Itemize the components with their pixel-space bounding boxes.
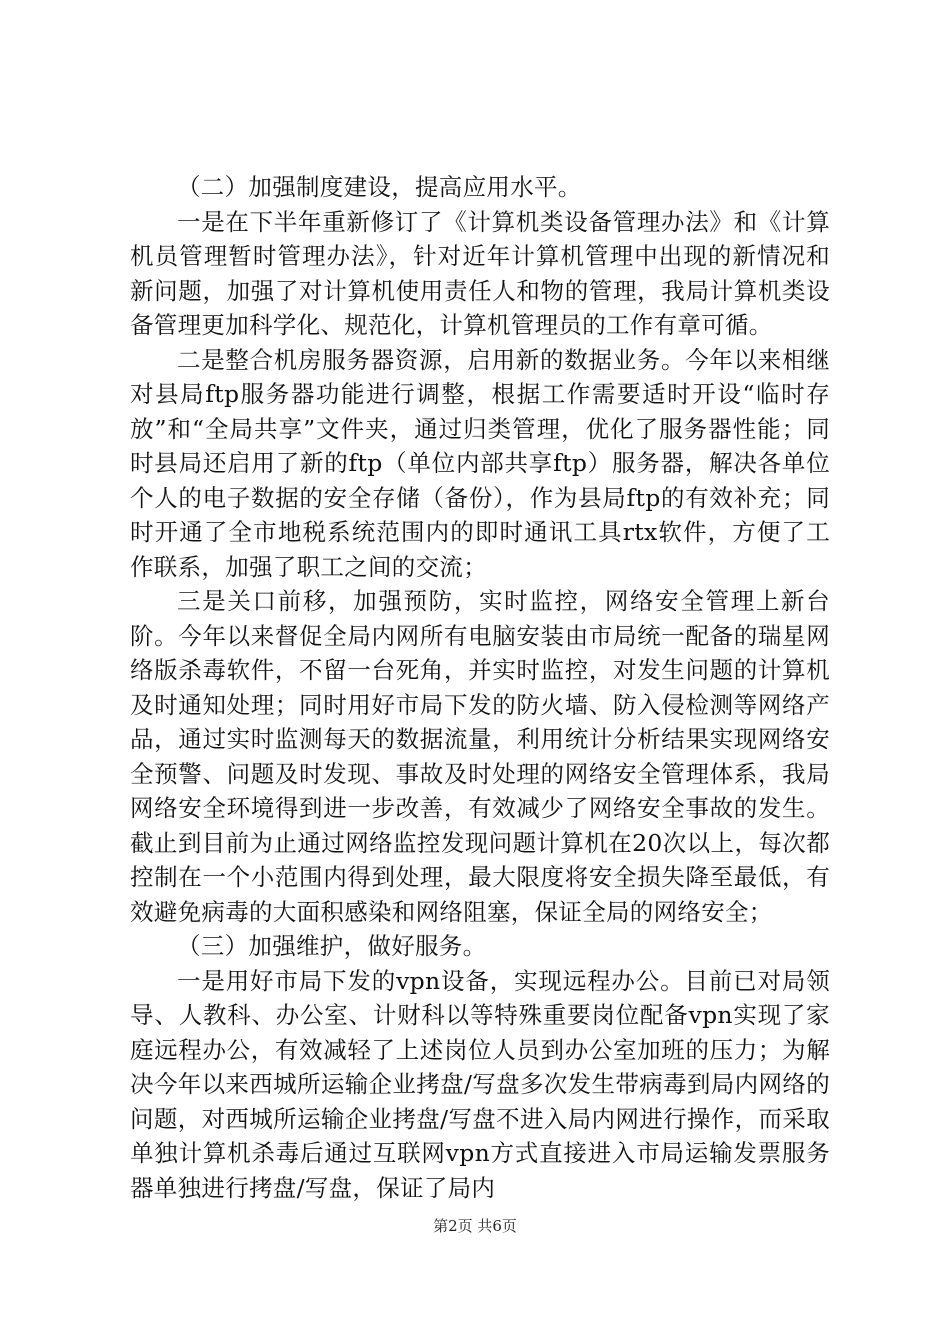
paragraph: 一是用好市局下发的vpn设备，实现远程办公。目前已对局领导、人教科、办公室、计财科以等特殊重要岗位配备vpn实现了家庭远程办公，有效减轻了上述岗位人员到办公室加班的压力；为解决今年以来西城所运输企业拷盘/写盘多次发生带病毒到局内网络的问题，对西城所运输企业拷盘/写盘不进入局内网进行操作，而采取单独计算机杀毒后通过互联网vpn方式直接进入市局运输发票服务器单独进行拷盘/写盘，保证了局内	[130, 966, 830, 1202]
paragraph: 二是整合机房服务器资源，启用新的数据业务。今年以来相继对县局ftp服务器功能进行调整，根据工作需要适时开设“临时存放”和“全局共享”文件夹，通过归类管理，优化了服务器性能；同时县局还启用了新的ftp（单位内部共享ftp）服务器，解决各单位个人的电子数据的安全存储（备份），作为县局ftp的有效补充；同时开通了全市地税系统范围内的即时通讯工具rtx软件，方便了工作联系，加强了职工之间的交流；	[130, 345, 830, 581]
paragraph: 三是关口前移，加强预防，实时监控，网络安全管理上新台阶。今年以来督促全局内网所有电脑安装由市局统一配备的瑞星网络版杀毒软件，不留一台死角，并实时监控，对发生问题的计算机及时通知处理；同时用好市局下发的防火墙、防入侵检测等网络产品，通过实时监测每天的数据流量，利用统计分析结果实现网络安全预警、问题及时发现、事故及时处理的网络安全管理体系，我局网络安全环境得到进一步改善，有效减少了网络安全事故的发生。截止到目前为止通过网络监控发现问题计算机在20次以上，每次都控制在一个小范围内得到处理，最大限度将安全损失降至最低，有效避免病毒的大面积感染和网络阻塞，保证全局的网络安全；	[130, 587, 830, 926]
document-body	[130, 170, 830, 1205]
section-heading-2: （二）加强制度建设，提高应用水平。	[177, 173, 582, 201]
section-heading-3: （三）加强维护，做好服务。	[177, 932, 487, 960]
paragraph: 一是在下半年重新修订了《计算机类设备管理办法》和《计算机员管理暂时管理办法》，针对近年计算机管理中出现的新情况和新问题，加强了对计算机使用责任人和物的管理，我局计算机类设备管理更加科学化、规范化，计算机管理员的工作有章可循。	[130, 207, 830, 339]
page-number-footer: 第2页 共6页	[433, 1217, 517, 1235]
